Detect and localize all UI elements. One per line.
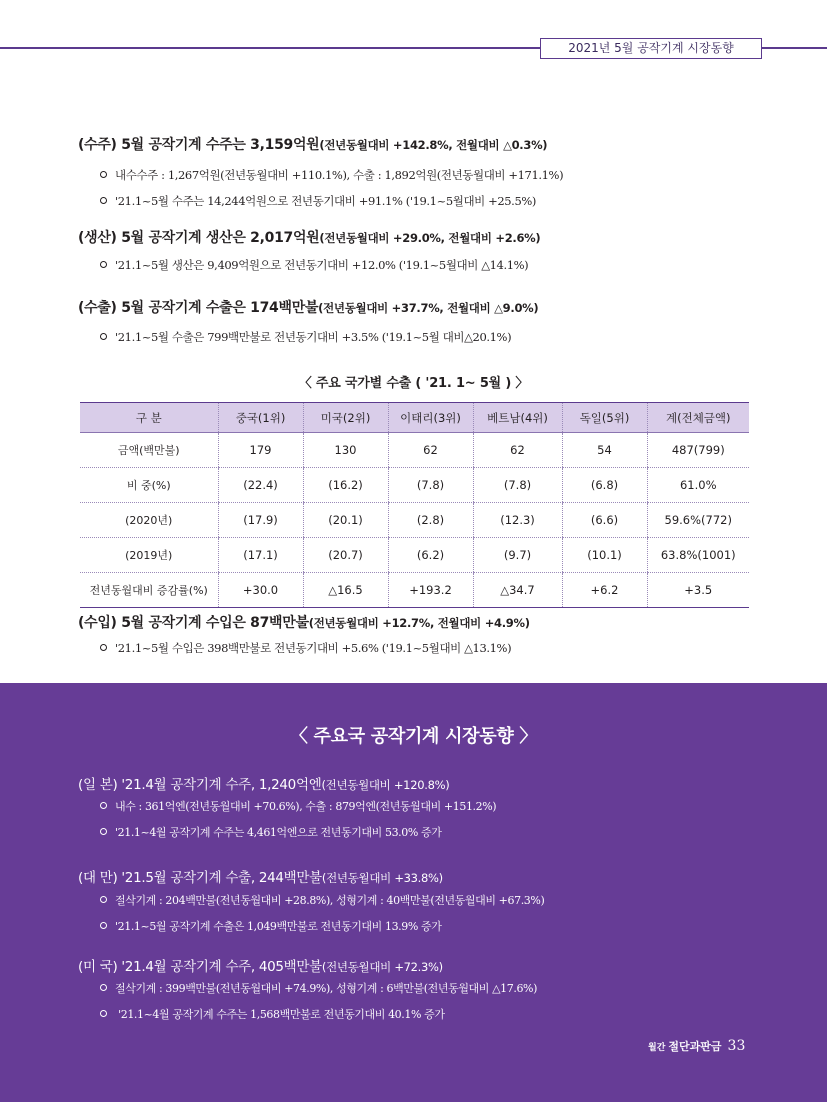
table-cell: 54	[562, 433, 647, 468]
japan-heading: (일 본) '21.4월 공작기계 수주, 1,240억엔(전년동월대비 +120.8%)	[78, 777, 450, 793]
table-cell: (17.9)	[218, 503, 303, 538]
table-cell: (9.7)	[473, 538, 562, 573]
table-row	[80, 538, 749, 573]
imports-bullet-1: '21.1~5월 수입은 398백만불로 전년동기대비 +5.6% ('19.1~5월대비 △13.1%)	[100, 640, 511, 656]
bullet-circle-icon	[100, 802, 107, 809]
table-cell: (6.6)	[562, 503, 647, 538]
bullet-circle-icon	[100, 896, 107, 903]
exports-heading: (수출) 5월 공작기계 수출은 174백만불(전년동월대비 +37.7%, 전월대비 △9.0%)	[78, 300, 539, 316]
table-header-cell: 중국(1위)	[218, 403, 303, 433]
table-cell: (20.1)	[303, 503, 388, 538]
table-row-label: 전년동월대비 증감률(%)	[80, 573, 218, 608]
table-cell: 61.0%	[647, 468, 749, 503]
magazine-frequency: 월간	[648, 1043, 666, 1053]
magazine-name: 절단과판금	[668, 1040, 722, 1053]
bullet-circle-icon	[100, 984, 107, 991]
table-row-label: (2019년)	[80, 538, 218, 573]
table-cell: △34.7	[473, 573, 562, 608]
table-cell: (22.4)	[218, 468, 303, 503]
table-title: 〈 주요 국가별 수출 ( '21. 1~ 5월 ) 〉	[298, 376, 529, 391]
table-cell: 59.6%(772)	[647, 503, 749, 538]
table-cell: (7.8)	[388, 468, 473, 503]
taiwan-heading: (대 만) '21.5월 공작기계 수출, 244백만불(전년동월대비 +33.8%)	[78, 870, 443, 886]
bullet-circle-icon	[100, 333, 107, 340]
table-cell: (17.1)	[218, 538, 303, 573]
taiwan-bullet-2: '21.1~5월 공작기계 수출은 1,049백만불로 전년동기대비 13.9% 증가	[100, 918, 441, 934]
table-cell: (10.1)	[562, 538, 647, 573]
table-row	[80, 503, 749, 538]
table-cell: 62	[388, 433, 473, 468]
table-header-row	[80, 403, 749, 433]
market-trends-title: 〈 주요국 공작기계 시장동향 〉	[289, 726, 538, 747]
table-row	[80, 468, 749, 503]
bullet-circle-icon	[100, 922, 107, 929]
usa-bullet-1: 절삭기계 : 399백만불(전년동월대비 +74.9%), 성형기계 : 6백만불(전년동월대비 △17.6%)	[100, 980, 537, 996]
table-row-label: (2020년)	[80, 503, 218, 538]
taiwan-bullet-1: 절삭기계 : 204백만불(전년동월대비 +28.8%), 성형기계 : 40백만불(전년동월대비 +67.3%)	[100, 892, 544, 908]
table-cell: (2.8)	[388, 503, 473, 538]
table-header-cell: 독일(5위)	[562, 403, 647, 433]
table-cell: 63.8%(1001)	[647, 538, 749, 573]
table-cell: +30.0	[218, 573, 303, 608]
exports-bullet-1: '21.1~5월 수출은 799백만불로 전년동기대비 +3.5% ('19.1~5월 대비△20.1%)	[100, 329, 511, 345]
production-heading: (생산) 5월 공작기계 생산은 2,017억원(전년동월대비 +29.0%, 전월대비 +2.6%)	[78, 230, 541, 246]
table-header-cell: 구 분	[80, 403, 218, 433]
imports-heading: (수입) 5월 공작기계 수입은 87백만불(전년동월대비 +12.7%, 전월대비 +4.9%)	[78, 615, 530, 631]
table-header-cell: 미국(2위)	[303, 403, 388, 433]
table-cell: (6.2)	[388, 538, 473, 573]
orders-heading: (수주) 5월 공작기계 수주는 3,159억원(전년동월대비 +142.8%, 전월대비 △0.3%)	[78, 137, 548, 153]
table-cell: (6.8)	[562, 468, 647, 503]
production-bullet-1: '21.1~5월 생산은 9,409억원으로 전년동기대비 +12.0% ('19.1~5월대비 △14.1%)	[100, 257, 528, 273]
page-number: 33	[727, 1038, 746, 1054]
table-cell: +193.2	[388, 573, 473, 608]
bullet-circle-icon	[100, 828, 107, 835]
bullet-circle-icon	[100, 197, 107, 204]
bullet-circle-icon	[100, 644, 107, 651]
running-header: 2021년 5월 공작기계 시장동향	[540, 38, 762, 59]
table-cell: (7.8)	[473, 468, 562, 503]
table-row-label: 금액(백만불)	[80, 433, 218, 468]
table-cell: (20.7)	[303, 538, 388, 573]
table-cell: 179	[218, 433, 303, 468]
bullet-circle-icon	[100, 1010, 107, 1017]
table-cell: 62	[473, 433, 562, 468]
table-cell: (16.2)	[303, 468, 388, 503]
export-by-country-table	[80, 402, 749, 608]
table-header-cell: 이태리(3위)	[388, 403, 473, 433]
table-header-cell: 계(전체금액)	[647, 403, 749, 433]
table-cell: +3.5	[647, 573, 749, 608]
table-row	[80, 433, 749, 468]
bullet-circle-icon	[100, 261, 107, 268]
japan-bullet-2: '21.1~4월 공작기계 수주는 4,461억엔으로 전년동기대비 53.0% 증가	[100, 824, 441, 840]
table-cell: +6.2	[562, 573, 647, 608]
table-row	[80, 573, 749, 608]
table-row-label: 비 중(%)	[80, 468, 218, 503]
usa-heading: (미 국) '21.4월 공작기계 수주, 405백만불(전년동월대비 +72.3%)	[78, 959, 443, 975]
table-cell: 487(799)	[647, 433, 749, 468]
table-cell: 130	[303, 433, 388, 468]
table-cell: △16.5	[303, 573, 388, 608]
table-cell: (12.3)	[473, 503, 562, 538]
table-header-cell: 베트남(4위)	[473, 403, 562, 433]
usa-bullet-2: '21.1~4월 공작기계 수주는 1,568백만불로 전년동기대비 40.1% 증가	[100, 1006, 445, 1022]
orders-bullet-1: 내수수주 : 1,267억원(전년동월대비 +110.1%), 수출 : 1,892억원(전년동월대비 +171.1%)	[100, 167, 563, 183]
japan-bullet-1: 내수 : 361억엔(전년동월대비 +70.6%), 수출 : 879억엔(전년동월대비 +151.2%)	[100, 798, 496, 814]
orders-bullet-2: '21.1~5월 수주는 14,244억원으로 전년동기대비 +91.1% ('19.1~5월대비 +25.5%)	[100, 193, 536, 209]
bullet-circle-icon	[100, 171, 107, 178]
page-footer	[648, 1035, 745, 1054]
